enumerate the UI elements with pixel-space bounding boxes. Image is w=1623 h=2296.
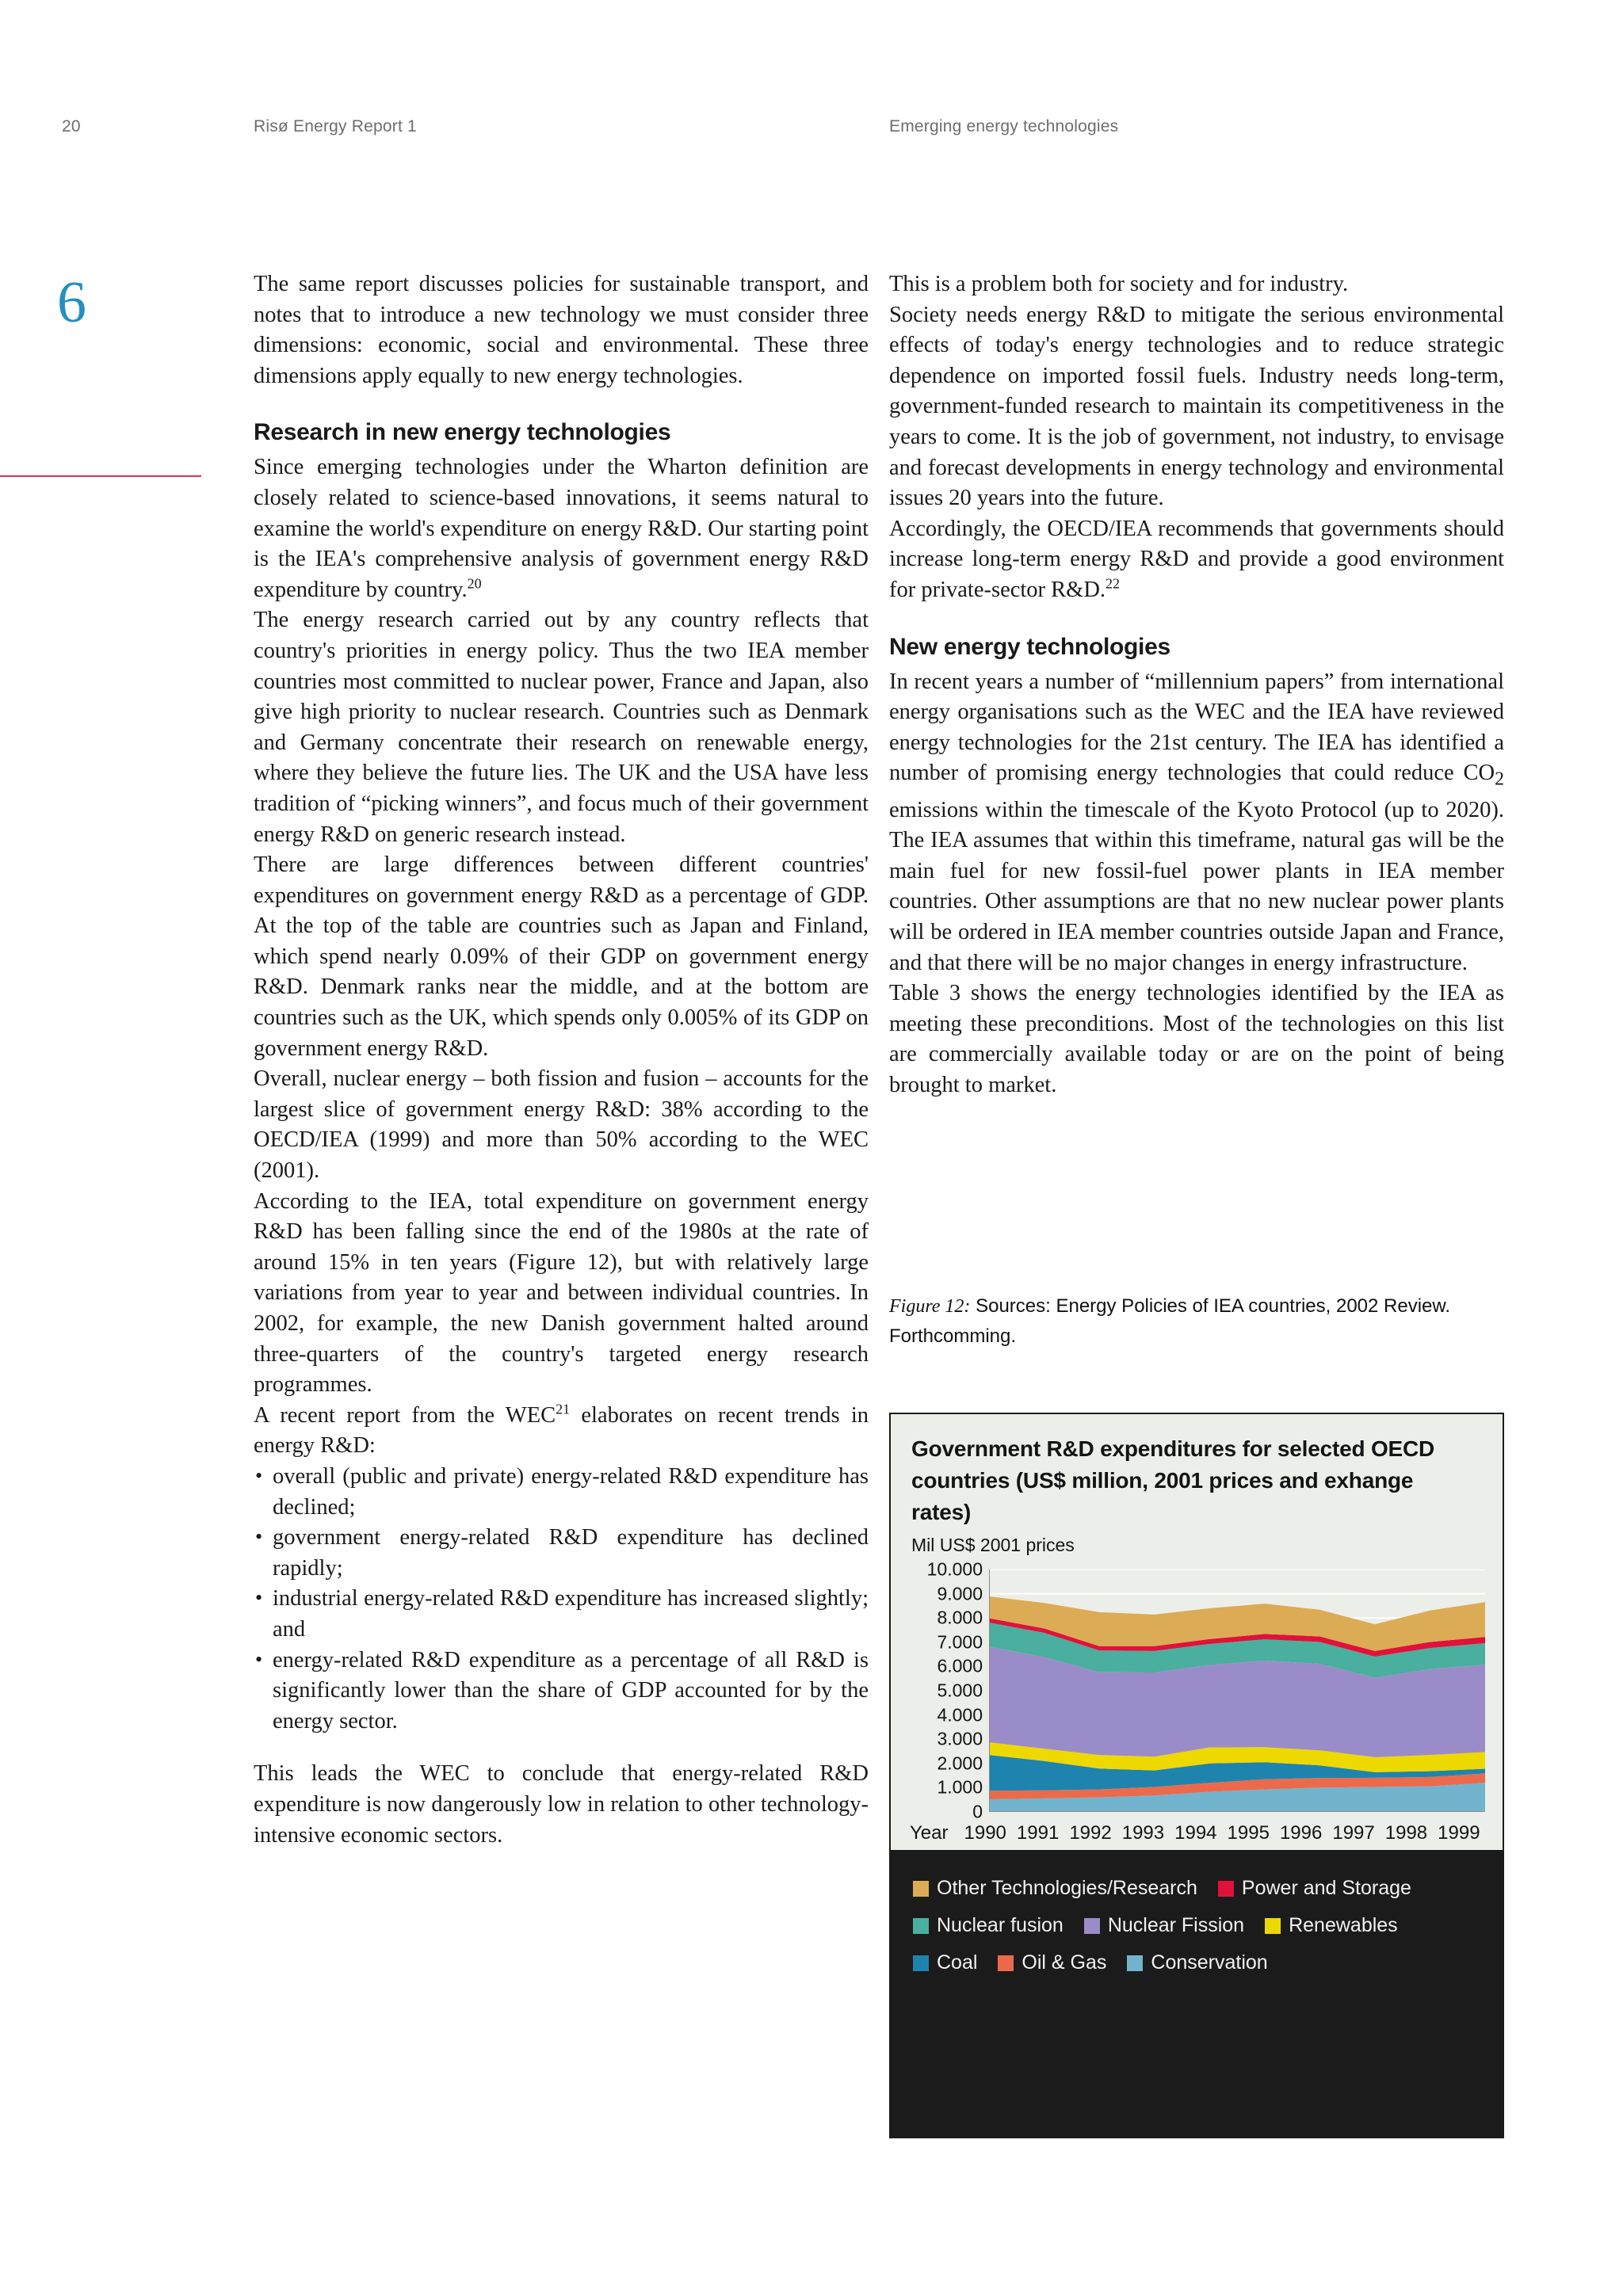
chart-title: Government R&D expenditures for selected OECD countries (US$ million, 2001 prices and exhange rates)	[911, 1436, 1435, 1524]
list-item: • overall (public and private) energy-related R&D expenditure has declined;	[254, 1462, 869, 1523]
report-title: Risø Energy Report 1	[254, 117, 417, 135]
legend-swatch-icon	[913, 1918, 929, 1934]
paragraph: Table 3 shows the energy technologies identified by the IEA as meeting these preconditions. Most of the technologies on this list are commercially available today or are on the point of being brought to market.	[889, 981, 1504, 1097]
footnote-marker: 21	[556, 1401, 571, 1417]
legend-swatch-icon	[1084, 1918, 1100, 1934]
figure-source-text: Sources: Energy Policies of IEA countries, 2002 Review. Forthcomming.	[889, 1295, 1451, 1347]
section-title: Emerging energy technologies	[889, 117, 1119, 135]
chart-y-tick: 10.000	[926, 1558, 983, 1580]
legend-label: Other Technologies/Research	[937, 1877, 1197, 1899]
legend-label: Nuclear Fission	[1107, 1914, 1245, 1936]
chart-y-axis-labels	[910, 1558, 986, 1822]
chapter-rule-divider	[0, 475, 201, 477]
chart-x-axis-label: Year	[910, 1822, 949, 1844]
chart-x-tick: 1999	[1438, 1822, 1480, 1844]
paragraph: According to the IEA, total expenditure on government energy R&D has been falling since the end of the 1980s at the rate of around 15% in ten years (Figure 12), but with relatively large variations from year to year and between individual countries. In 2002, for example, the new Danish government halted around three-quarters of the country's targeted energy research programmes.	[254, 1188, 869, 1398]
chart-y-tick: 2.000	[937, 1753, 983, 1774]
body-text-left-column	[254, 269, 869, 1851]
chart-x-tick: 1994	[1174, 1822, 1217, 1844]
list-item: • industrial energy-related R&D expenditure has increased slightly; and	[254, 1584, 869, 1645]
chart-y-tick: 1.000	[937, 1776, 983, 1798]
legend-swatch-icon	[1265, 1918, 1281, 1934]
legend-label: Oil & Gas	[1022, 1951, 1107, 1974]
legend-item[interactable]	[1218, 1877, 1411, 1900]
chapter-number: 6	[57, 270, 86, 335]
paragraph: There are large differences between different countries' expenditures on government energy R&D as a percentage of GDP. At the top of the table are countries such as Japan and Finland, which spend nearly 0.09% of their GDP on government energy R&D. Denmark ranks near the middle, and at the bottom are countries such as the UK, which spends only 0.005% of its GDP on government energy R&D.	[254, 852, 869, 1061]
paragraph: In recent years a number of “millennium papers” from international energy organisations such as the WEC and the IEA have reviewed energy technologies for the 21st century. The IEA has identified a number of promising energy technologies that could reduce $CO_2$ emissions within the timescale of the Kyoto Protocol (up to 2020). The IEA assumes that within this timeframe, natural gas will be the main fuel for new fossil-fuel power plants in IEA member countries. Other assumptions are that no new nuclear power plants will be ordered in IEA member countries outside Japan and France, and that there will be no major changes in energy infrastructure.	[889, 669, 1504, 975]
footnote-marker: 20	[467, 575, 482, 592]
chart-x-tick: 1997	[1332, 1822, 1375, 1844]
chart-x-tick: 1991	[1016, 1822, 1060, 1844]
chart-y-tick: 4.000	[937, 1704, 983, 1726]
stacked-area-chart-svg	[989, 1569, 1485, 1812]
wec-trend-list	[254, 1462, 869, 1737]
body-text-right-column	[889, 269, 1504, 1101]
figure-12-chart-container	[889, 1413, 1504, 2138]
chart-y-tick: 6.000	[937, 1655, 983, 1676]
co2-subscript: 2	[1495, 769, 1504, 790]
legend-swatch-icon	[913, 1881, 929, 1897]
paragraph: A recent report from the WEC$^{21}$ elaborates on recent trends in energy R&D:	[254, 1401, 869, 1459]
paragraph: The energy research carried out by any country reflects that country's priorities in energy policy. Thus the two IEA member countries most committed to nuclear power, France and Japan, also give high priority to nuclear research. Countries such as Denmark and Germany concentrate their research on renewable energy, where they believe the future lies. The UK and the USA have less tradition of “picking winners”, and focus much of their government energy R&D on generic research instead.	[254, 608, 869, 847]
list-item: • energy-related R&D expenditure as a percentage of all R&D is significantly lower than the share of GDP accounted for by the energy sector.	[254, 1646, 869, 1737]
chart-y-tick: 3.000	[937, 1728, 983, 1749]
legend-swatch-icon	[998, 1955, 1014, 1971]
footnote-marker: 22	[1106, 575, 1121, 592]
paragraph: This leads the WEC to conclude that energy-related R&D expenditure is now dangerously low in relation to other technology-intensive economic sectors.	[254, 1761, 869, 1848]
legend-label: Power and Storage	[1241, 1877, 1411, 1899]
legend-row	[913, 1877, 1480, 1900]
chart-x-tick: 1993	[1121, 1822, 1165, 1844]
figure-caption	[889, 1291, 1504, 1352]
legend-swatch-icon	[1127, 1955, 1143, 1971]
page-number: 20	[62, 117, 81, 135]
legend-item[interactable]	[1084, 1914, 1244, 1937]
chart-y-tick: 9.000	[937, 1583, 983, 1604]
paragraph: Since emerging technologies under the Wharton definition are closely related to science-based innovations, it seems natural to examine the world's expenditure on energy R&D. Our starting point is the IEA's comprehensive analysis of government energy R&D expenditure by country.$^{20}$	[254, 455, 869, 602]
legend-item[interactable]	[913, 1951, 977, 1974]
section-heading-new-energy-technologies: New energy technologies	[889, 633, 1170, 660]
chart-y-tick: 5.000	[937, 1680, 983, 1701]
paragraph: The same report discusses policies for sustainable transport, and notes that to introduce a new technology we must consider three dimensions: economic, social and environmental. These three dimensions apply equally to new energy technologies.	[254, 272, 869, 388]
legend-row	[913, 1914, 1480, 1937]
chart-plot-area	[989, 1569, 1485, 1812]
list-item: • government energy-related R&D expenditure has declined rapidly;	[254, 1523, 869, 1584]
legend-item[interactable]	[913, 1914, 1064, 1937]
paragraph: Accordingly, the OECD/IEA recommends that governments should increase long-term energy R&D and provide a good environment for private-sector R&D.$^{22}$	[889, 516, 1504, 602]
chart-y-tick: 8.000	[937, 1607, 983, 1628]
legend-swatch-icon	[1218, 1881, 1234, 1897]
section-heading-research: Research in new energy technologies	[254, 419, 671, 446]
legend-label: Renewables	[1289, 1914, 1398, 1936]
legend-label: Conservation	[1151, 1951, 1268, 1974]
chart-y-axis-unit-label: Mil US$ 2001 prices	[911, 1535, 1075, 1555]
chart-y-tick: 7.000	[937, 1631, 983, 1653]
chart-y-tick: 0	[972, 1801, 983, 1822]
chart-plot-wrapper	[910, 1558, 1485, 1822]
chart-x-axis	[910, 1820, 1485, 1847]
chart-x-tick: 1995	[1227, 1822, 1270, 1844]
legend-item[interactable]	[998, 1951, 1106, 1974]
figure-number: Figure 12:	[889, 1296, 971, 1317]
chart-x-tick: 1992	[1069, 1822, 1112, 1844]
chart-x-tick: 1990	[964, 1822, 1006, 1844]
paragraph: Society needs energy R&D to mitigate the serious environmental effects of today's energy technologies and to reduce strategic dependence on imported fossil fuels. Industry needs long-term, government-funded research to maintain its competitiveness in the years to come. It is the job of government, not industry, to envisage and forecast developments in energy technology and environmental issues 20 years into the future.	[889, 302, 1504, 511]
paragraph: Overall, nuclear energy – both fission and fusion – accounts for the largest slice of government energy R&D: 38% according to the OECD/IEA (1999) and more than 50% according to the WEC (2001).	[254, 1066, 869, 1184]
legend-label: Nuclear fusion	[937, 1914, 1064, 1936]
legend-label: Coal	[937, 1951, 978, 1974]
chart-x-tick-labels	[959, 1822, 1485, 1844]
paragraph: This is a problem both for society and for industry.	[889, 272, 1349, 296]
legend-item[interactable]	[1265, 1914, 1398, 1937]
chart-x-tick: 1998	[1384, 1822, 1428, 1844]
chart-legend	[891, 1850, 1503, 2137]
legend-row	[913, 1951, 1480, 1974]
chart-x-tick: 1996	[1279, 1822, 1323, 1844]
legend-item[interactable]	[913, 1877, 1197, 1900]
legend-swatch-icon	[913, 1955, 929, 1971]
legend-item[interactable]	[1127, 1951, 1267, 1974]
